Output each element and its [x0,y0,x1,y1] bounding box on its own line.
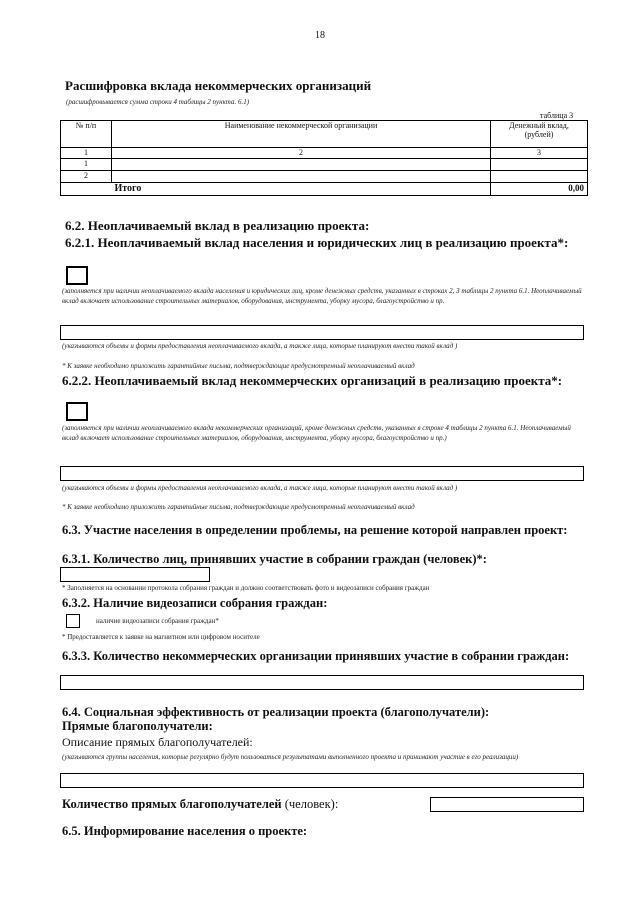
direct-beneficiaries-label: Прямые благополучатели: [62,719,213,733]
index-amount: 3 [491,148,588,159]
index-name: 2 [112,148,491,159]
header-name: Наименование некоммерческой организации [112,121,491,148]
row-amount-cell[interactable] [491,171,588,183]
s62-title: 6.2. Неоплачиваемый вклад в реализацию проекта: [65,218,370,233]
s621-title: 6.2.1. Неоплачиваемый вклад населения и юридических лиц в реализацию проекта*: [65,235,569,250]
s622-field[interactable] [60,466,584,481]
nko-count-field[interactable] [60,675,584,690]
row-name-cell[interactable] [112,171,491,183]
s65-title: 6.5. Информирование населения о проекте: [62,824,308,838]
contribution-table [60,120,588,196]
description-label: Описание прямых благополучателей: [62,735,253,749]
s622-checkbox[interactable] [66,402,88,421]
s621-footnote: * К заявке необходимо приложить гарантийные письма, подтверждающие предусмотренный неоплачиваемый вклад [62,362,415,370]
s622-title: 6.2.2. Неоплачиваемый вклад некоммерческих организаций в реализацию проекта*: [62,373,563,388]
s621-field[interactable] [60,325,584,340]
s632-title: 6.3.2. Наличие видеозаписи собрания граждан: [62,596,328,610]
table-row [61,159,588,171]
participants-count-field[interactable] [60,567,210,582]
row-num: 1 [61,159,112,171]
row-name-cell[interactable] [112,159,491,171]
video-checkbox[interactable] [66,614,80,628]
s633-title: 6.3.3. Количество некоммерческих организации принявших участие в собрании граждан: [62,649,570,663]
s622-footnote: * К заявке необходимо приложить гарантийные письма, подтверждающие предусмотренный неоплачиваемый вклад [62,503,415,511]
total-label: Итого [112,183,491,196]
total-value: 0,00 [491,183,588,196]
s631-title: 6.3.1. Количество лиц, принявших участие в собрании граждан (человек)*: [62,552,487,566]
header-num: № п/п [61,121,112,148]
s632-note: * Предоставляется к заявке на магнитном или цифровом носителе [62,633,260,641]
breakdown-subtitle: (расшифровывается сумма строки 4 таблицы 2 пункта. 6.1) [66,98,250,106]
table-label: таблица 3 [540,111,574,120]
row-num: 2 [61,171,112,183]
description-note: (указываются группы населения, которые регулярно будут пользоваться результатами выполненного проекта и принимают участие в его реализации) [62,753,519,761]
s621-checkbox[interactable] [66,266,88,285]
index-num: 1 [61,148,112,159]
s64-title: 6.4. Социальная эффективность от реализации проекта (благополучатели): [62,705,490,719]
table-row [61,171,588,183]
breakdown-title: Расшифровка вклада некоммерческих организаций [65,78,372,93]
s622-field-note: (указываются объемы и формы предоставления неоплачиваемого вклада, а также лица, которые планируют внести такой вклад ) [62,484,458,492]
beneficiaries-count-label: Количество прямых благополучателей (человек): [62,797,339,811]
row-amount-cell[interactable] [491,159,588,171]
s63-title: 6.3. Участие населения в определении проблемы, на решение которой направлен проект: [62,523,568,537]
s622-note: (заполняется при наличии неоплачиваемого вклада некоммерческих организаций, кроме денежных средств, указанных в строке 4 таблицы 2 пункта 6.1. Неоплачиваемый вклад включает использование строительных материалов, оборудования, инструмента, уборку мусора, благоустройство и пр.) [62,424,571,442]
header-amount: Денежный вклад, (рублей) [491,121,588,148]
s631-note: * Заполняется на основании протокола собрания граждан и должно соответствовать фото и видеозаписи собрания граждан [62,584,430,592]
page-number: 18 [315,30,325,41]
s621-field-note: (указываются объемы и формы предоставления неоплачиваемого вклада, а также лица, которые планируют внести такой вклад ) [62,342,458,350]
beneficiaries-description-field[interactable] [60,773,584,788]
beneficiaries-count-field[interactable] [430,797,584,812]
s632-checkbox-label: наличие видеозаписи собрания граждан* [96,617,219,625]
s621-note: (заполняется при наличии неоплачиваемого вклада населения и юридических лиц, кроме денежных средств, указанных в строках 2, 3 таблицы 2 пункта 6.1. Неоплачиваемый вклад включает использование строительных материалов, оборудования, инструмента, уборку мусора, благоустройство и пр. [62,287,582,305]
